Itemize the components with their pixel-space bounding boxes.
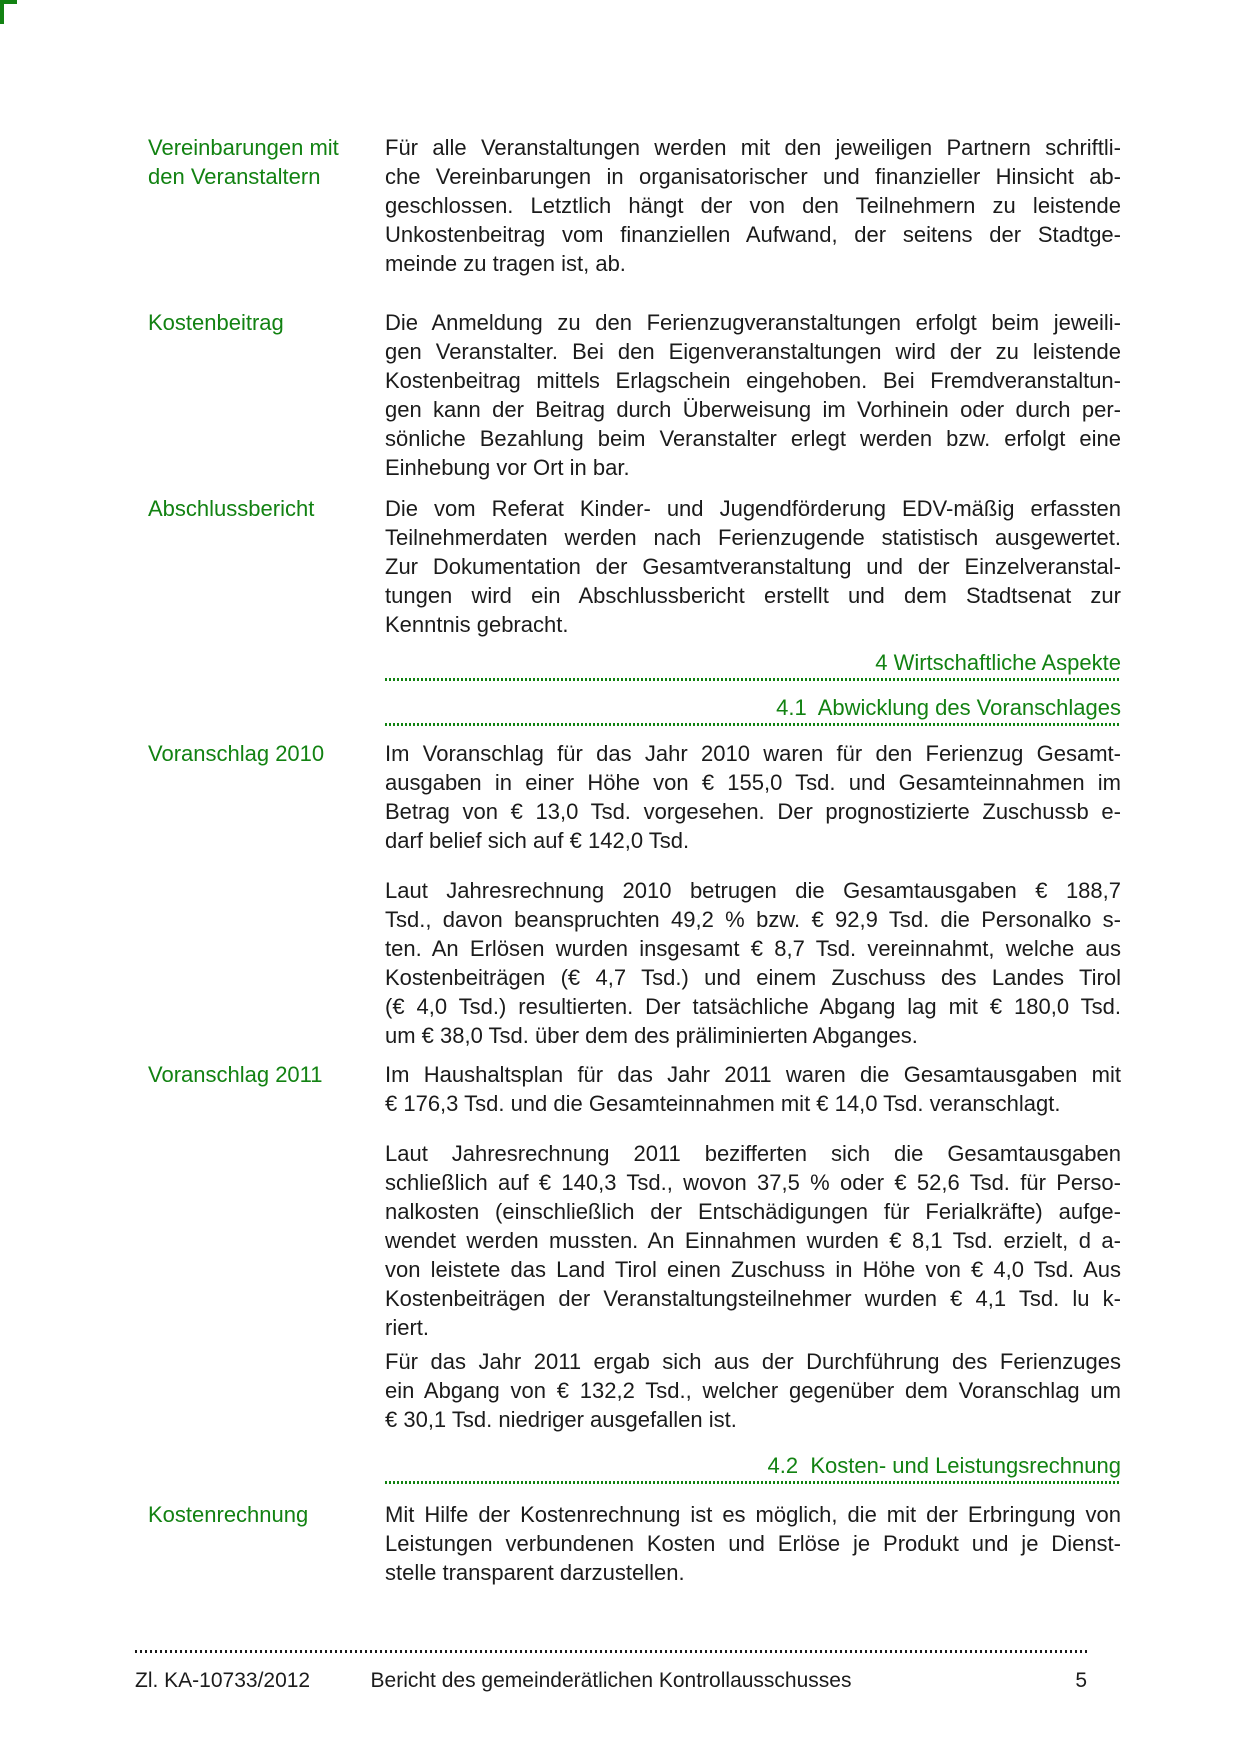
text-line: darf belief sich auf € 142,0 Tsd. xyxy=(385,828,690,853)
footer-page-number: 5 xyxy=(1075,1669,1087,1692)
text-line: Betrag von € 13,0 Tsd. vorgesehen. Der prognostizierte Zuschussb e- xyxy=(385,799,1121,824)
footer-reference-number: Zl. KA-10733/2012 xyxy=(135,1669,311,1692)
margin-label xyxy=(148,1500,382,1529)
footer-document-title: Bericht des gemeinderätlichen Kontrollausschusses xyxy=(370,1669,852,1692)
section-heading: 4.2 Kosten- und Leistungsrechnung xyxy=(767,1453,1121,1478)
text-line: Mit Hilfe der Kostenrechnung ist es möglich, die mit der Erbringung von xyxy=(385,1502,1121,1527)
text-line: riert. xyxy=(385,1315,429,1340)
text-line: nalkosten (einschließlich der Entschädigungen für Ferialkräfte) aufge- xyxy=(385,1199,1121,1224)
text-line: geschlossen. Letztlich hängt der von den Teilnehmern zu leistende xyxy=(385,193,1121,218)
text-line: Laut Jahresrechnung 2011 bezifferten sich die Gesamtausgaben xyxy=(385,1141,1121,1166)
text-line: Einhebung vor Ort in bar. xyxy=(385,455,630,480)
text-line: Laut Jahresrechnung 2010 betrugen die Gesamtausgaben € 188,7 xyxy=(385,878,1121,903)
text-line: gen Veranstalter. Bei den Eigenveranstaltungen wird der zu leistende xyxy=(385,339,1121,364)
margin-label-line: Kostenbeitrag xyxy=(148,310,284,335)
margin-label-line: Voranschlag 2011 xyxy=(148,1062,323,1087)
text-line: meinde zu tragen ist, ab. xyxy=(385,251,626,276)
paragraph-row xyxy=(148,133,1121,278)
margin-label xyxy=(148,1060,382,1089)
footer-divider xyxy=(135,1650,1087,1653)
text-line: Kostenbeiträgen (€ 4,7 Tsd.) und einem Zuschuss des Landes Tirol xyxy=(385,965,1121,990)
text-line: stelle transparent darzustellen. xyxy=(385,1560,685,1585)
text-line: um € 38,0 Tsd. über dem des präliminierten Abganges. xyxy=(385,1023,918,1048)
text-line: ausgaben in einer Höhe von € 155,0 Tsd. und Gesamteinnahmen im xyxy=(385,770,1121,795)
text-line: sönliche Bezahlung beim Veranstalter erlegt werden bzw. erfolgt eine xyxy=(385,426,1121,451)
text-line: Zur Dokumentation der Gesamtveranstaltung und der Einzelveranstal- xyxy=(385,554,1121,579)
section-heading: 4.1 Abwicklung des Voranschlages xyxy=(776,695,1121,720)
text-line: Kostenbeiträgen der Veranstaltungsteilnehmer wurden € 4,1 Tsd. lu k- xyxy=(385,1286,1121,1311)
text-line: che Vereinbarungen in organisatorischer und finanzieller Hinsicht ab- xyxy=(385,164,1121,189)
margin-label xyxy=(148,133,382,191)
text-line: € 30,1 Tsd. niedriger ausgefallen ist. xyxy=(385,1407,737,1432)
text-line: Kostenbeitrag mittels Erlagschein eingehoben. Bei Fremdveranstaltun- xyxy=(385,368,1121,393)
paragraph-row xyxy=(385,1347,1121,1434)
paragraph-row xyxy=(148,494,1121,639)
margin-label xyxy=(148,494,382,523)
text-line: Tsd., davon beanspruchten 49,2 % bzw. € 92,9 Tsd. die Personalko s- xyxy=(385,907,1121,932)
margin-label-line: Kostenrechnung xyxy=(148,1502,309,1527)
text-line: Im Voranschlag für das Jahr 2010 waren für den Ferienzug Gesamt- xyxy=(385,741,1121,766)
heading-row xyxy=(385,649,1121,681)
paragraph-row xyxy=(148,1500,1121,1587)
margin-label-line: Voranschlag 2010 xyxy=(148,741,325,766)
margin-label-line: Abschlussbericht xyxy=(148,496,315,521)
page-footer xyxy=(135,1668,1087,1694)
paragraph-row xyxy=(148,308,1121,482)
text-line: wendet werden mussten. An Einnahmen wurden € 8,1 Tsd. erzielt, d a- xyxy=(385,1228,1121,1253)
margin-label xyxy=(148,739,382,768)
paragraph-row xyxy=(385,876,1121,1050)
paragraph-row xyxy=(385,1139,1121,1342)
text-line: Teilnehmerdaten werden nach Ferienzugende statistisch ausgewertet. xyxy=(385,525,1121,550)
text-line: Für das Jahr 2011 ergab sich aus der Durchführung des Ferienzuges xyxy=(385,1349,1121,1374)
margin-label xyxy=(148,308,382,337)
text-line: Die vom Referat Kinder- und Jugendförderung EDV-mäßig erfassten xyxy=(385,496,1121,521)
margin-label-line: den Veranstaltern xyxy=(148,164,321,189)
page-corner-mark xyxy=(0,0,17,24)
heading-divider xyxy=(385,678,1121,681)
text-line: tungen wird ein Abschlussbericht erstellt und dem Stadtsenat zur xyxy=(385,583,1121,608)
heading-row xyxy=(385,694,1121,726)
text-line: Im Haushaltsplan für das Jahr 2011 waren die Gesamtausgaben mit xyxy=(385,1062,1121,1087)
heading-divider xyxy=(385,1481,1121,1484)
text-line: € 176,3 Tsd. und die Gesamteinnahmen mit € 14,0 Tsd. veranschlagt. xyxy=(385,1091,1061,1116)
text-line: Kenntnis gebracht. xyxy=(385,612,569,637)
text-line: Leistungen verbundenen Kosten und Erlöse je Produkt und je Dienst- xyxy=(385,1531,1121,1556)
heading-row xyxy=(385,1452,1121,1484)
text-line: schließlich auf € 140,3 Tsd., wovon 37,5 % oder € 52,6 Tsd. für Perso- xyxy=(385,1170,1121,1195)
text-line: Für alle Veranstaltungen werden mit den jeweiligen Partnern schriftli- xyxy=(385,135,1121,160)
paragraph-row xyxy=(148,739,1121,855)
text-line: (€ 4,0 Tsd.) resultierten. Der tatsächliche Abgang lag mit € 180,0 Tsd. xyxy=(385,994,1121,1019)
text-line: gen kann der Beitrag durch Überweisung im Vorhinein oder durch per- xyxy=(385,397,1121,422)
section-heading: 4 Wirtschaftliche Aspekte xyxy=(875,650,1121,675)
margin-label-line: Vereinbarungen mit xyxy=(148,135,339,160)
text-line: Die Anmeldung zu den Ferienzugveranstaltungen erfolgt beim jeweili- xyxy=(385,310,1121,335)
text-line: ten. An Erlösen wurden insgesamt € 8,7 Tsd. vereinnahmt, welche aus xyxy=(385,936,1121,961)
paragraph-row xyxy=(148,1060,1121,1118)
text-line: ein Abgang von € 132,2 Tsd., welcher gegenüber dem Voranschlag um xyxy=(385,1378,1121,1403)
text-line: von leistete das Land Tirol einen Zuschuss in Höhe von € 4,0 Tsd. Aus xyxy=(385,1257,1121,1282)
text-line: Unkostenbeitrag vom finanziellen Aufwand, der seitens der Stadtge- xyxy=(385,222,1121,247)
heading-divider xyxy=(385,723,1121,726)
